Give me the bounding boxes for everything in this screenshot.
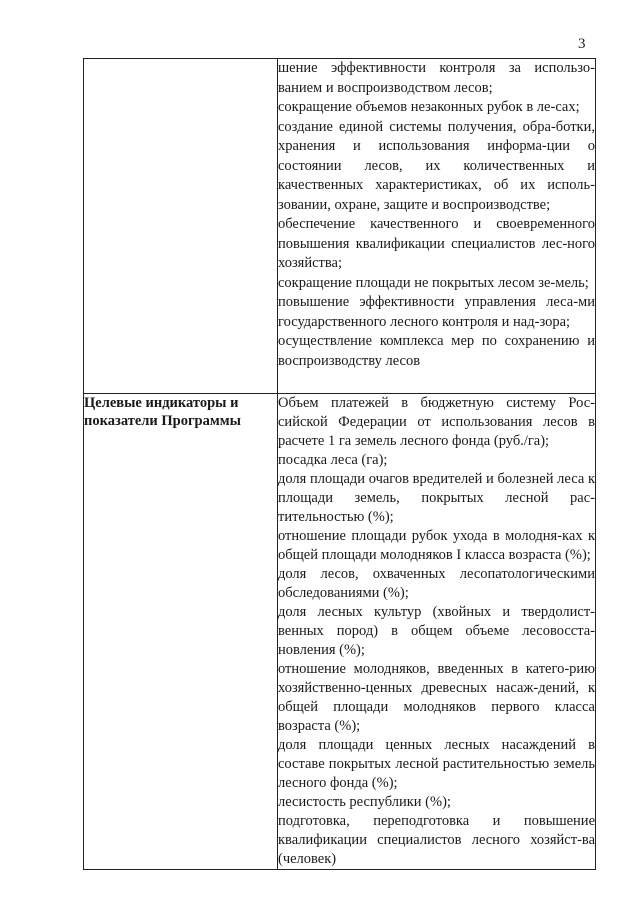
row-label [84,59,278,394]
table-row [84,394,596,870]
list-item: доля площади ценных лесных насаждений в составе покрытых лесной растительностью земель лесного фонда (%); [278,737,595,791]
list-item: подготовка, переподготовка и повышение квалификации специалистов лесного хозяйст-ва (человек) [278,813,595,867]
table-row [84,59,596,394]
list-item: сокращение площади не покрытых лесом зе-мель; [278,274,589,291]
program-table [83,58,596,870]
page-number: 3 [578,36,586,52]
list-item: отношение площади рубок ухода в молодня-ках к общей площади молодняков I класса возраста (%); [278,528,595,563]
list-item: доля лесов, охваченных лесопатологическими обследованиями (%); [278,566,595,601]
row-content [278,59,596,394]
row-content [278,394,596,870]
list-item: лесистость республики (%); [278,794,451,810]
row-label: Целевые индикаторы и показатели Программы [84,394,278,870]
list-item: доля лесных культур (хвойных и твердолист-венных пород) в общем объеме лесовосста-новления (%); [278,604,595,658]
list-item: доля площади очагов вредителей и болезней леса к площади земель, покрытых лесной рас-тительностью (%); [278,471,595,525]
list-item: посадка леса (га); [278,452,388,468]
list-item: обеспечение качественного и своевременного повышения квалификации специалистов лес-ного хозяйства; [278,216,595,271]
list-item: Объем платежей в бюджетную систему Рос-сийской Федерации от использования лесов в расчете 1 га земель лесного фонда (руб./га); [278,395,595,449]
list-item: повышение эффективности управления леса-ми государственного лесного контроля и над-зора; [278,294,595,330]
list-item: осуществление комплекса мер по сохранению и воспроизводству лесов [278,333,595,369]
list-item: отношение молодняков, введенных в катего-рию хозяйственно-ценных древесных насаж-дений, к общей площади молодняков первого класса возраста (%); [278,661,595,734]
list-item: шение эффективности контроля за использо-ванием и воспроизводством лесов; [278,60,595,96]
list-item: создание единой системы получения, обра-ботки, хранения и использования информа-ции о состоянии лесов, их количественных и качественных характеристиках, об их исполь-зовании, охране, защите и воспроизводстве; [278,118,595,213]
list-item: сокращение объемов незаконных рубок в ле-сах; [278,99,580,115]
